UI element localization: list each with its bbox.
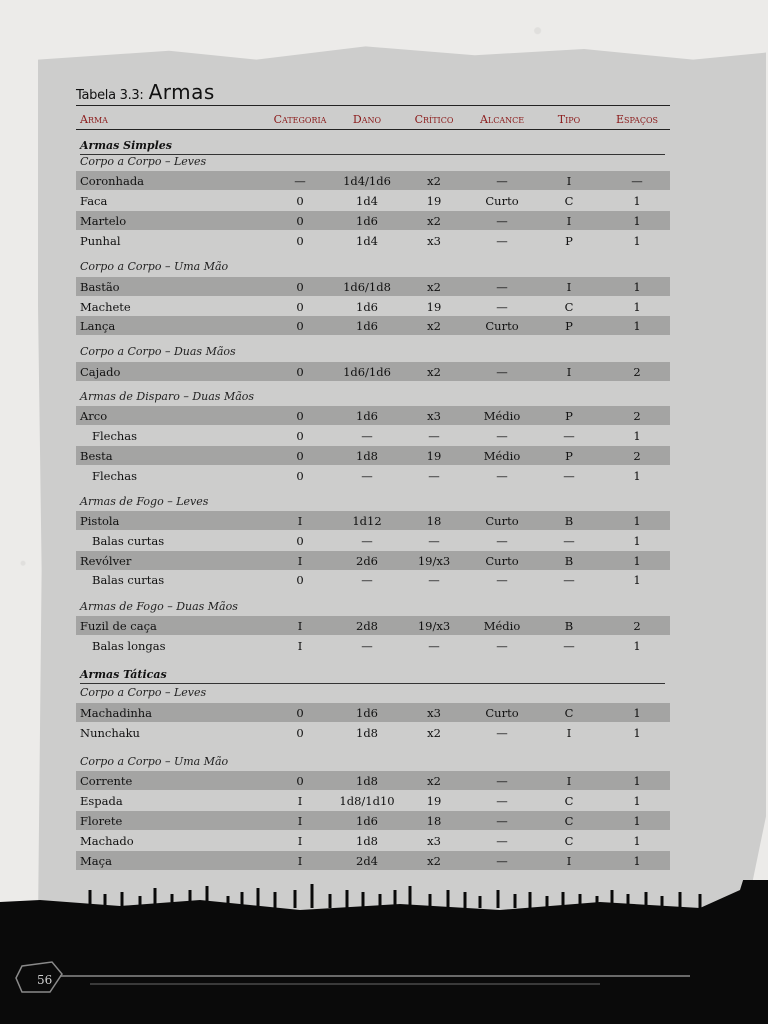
cell-crítico: x3 — [427, 706, 441, 720]
cell-crítico: x3 — [427, 834, 441, 848]
cell-dano: 2d8 — [356, 619, 378, 633]
weapon-name: Besta — [80, 449, 113, 463]
cell-espaços: 1 — [633, 726, 641, 740]
cell-alcance: — — [496, 726, 508, 740]
cell-espaços: 1 — [633, 429, 641, 443]
table-row — [76, 791, 670, 810]
cell-tipo: P — [565, 409, 573, 423]
cell-alcance: — — [496, 814, 508, 828]
cell-espaços: 1 — [633, 534, 641, 548]
cell-dano: 1d6/1d8 — [343, 280, 391, 294]
fence-silhouette — [0, 880, 768, 1024]
cell-espaços: 1 — [633, 514, 641, 528]
cell-espaços: 1 — [633, 573, 641, 587]
cell-espaços: 1 — [633, 194, 641, 208]
table-number: Tabela 3.3: — [76, 88, 144, 103]
cell-alcance: — — [496, 234, 508, 248]
weapon-name: Lança — [80, 319, 116, 333]
cell-crítico: 18 — [426, 514, 442, 528]
cell-categoria: 0 — [296, 300, 304, 314]
cell-dano: 1d8 — [356, 449, 378, 463]
table-row — [76, 723, 670, 742]
cell-tipo: C — [564, 300, 574, 314]
cell-alcance: Curto — [485, 319, 519, 333]
cell-categoria: 0 — [296, 469, 304, 483]
cell-crítico: — — [428, 573, 440, 587]
cell-categoria: 0 — [296, 726, 304, 740]
weapon-name: Arco — [80, 409, 108, 423]
table-row — [76, 446, 670, 465]
weapon-name: Flechas — [92, 469, 138, 483]
cell-crítico: x2 — [427, 774, 441, 788]
cell-crítico: x2 — [427, 280, 441, 294]
table-row — [76, 316, 670, 335]
cell-espaços: 2 — [633, 409, 641, 423]
cell-crítico: x3 — [427, 234, 441, 248]
table-name: Armas — [148, 80, 215, 104]
table-row — [76, 570, 670, 589]
cell-alcance: — — [496, 300, 508, 314]
table-row — [76, 531, 670, 550]
table-row — [76, 851, 670, 870]
weapon-name: Machete — [80, 300, 131, 314]
cell-alcance: — — [496, 174, 508, 188]
weapon-name: Coronhada — [80, 174, 145, 188]
weapon-name: Bastão — [80, 280, 120, 294]
table-title — [76, 80, 670, 106]
table-row — [76, 636, 670, 655]
weapon-name: Machado — [80, 834, 134, 848]
cell-alcance: — — [496, 573, 508, 587]
cell-alcance: Curto — [485, 194, 519, 208]
cell-tipo: B — [564, 619, 574, 633]
cell-alcance: — — [496, 429, 508, 443]
weapon-name: Revólver — [80, 554, 132, 568]
cell-dano: — — [361, 534, 373, 548]
cell-alcance: — — [496, 469, 508, 483]
cell-tipo: C — [564, 194, 574, 208]
cell-alcance: — — [496, 280, 508, 294]
cell-alcance: — — [496, 794, 508, 808]
cell-tipo: — — [563, 573, 575, 587]
cell-crítico: 19 — [426, 449, 442, 463]
cell-alcance: Curto — [485, 514, 519, 528]
cell-espaços: 1 — [633, 639, 641, 653]
cell-categoria: 0 — [296, 449, 304, 463]
table-row — [76, 831, 670, 850]
cell-tipo: P — [565, 449, 573, 463]
cell-tipo: C — [564, 794, 574, 808]
table-row — [76, 406, 670, 425]
subsection-heading: Corpo a Corpo – Uma Mão — [80, 755, 229, 768]
cell-categoria: 0 — [296, 429, 304, 443]
cell-tipo: P — [565, 319, 573, 333]
weapon-name: Martelo — [80, 214, 127, 228]
header-tipo: Tipo — [557, 113, 581, 126]
cell-crítico: 19 — [426, 794, 442, 808]
cell-dano: 1d8/1d10 — [339, 794, 395, 808]
cell-crítico: 19/x3 — [417, 554, 451, 568]
cell-alcance: — — [496, 639, 508, 653]
cell-espaços: — — [631, 174, 643, 188]
cell-crítico: 18 — [426, 814, 442, 828]
cell-espaços: 2 — [633, 449, 641, 463]
cell-tipo: — — [563, 429, 575, 443]
column-headers — [76, 111, 670, 130]
header-arma: Arma — [80, 113, 108, 126]
cell-crítico: x2 — [427, 854, 441, 868]
cell-tipo: C — [564, 834, 574, 848]
cell-categoria: 0 — [296, 774, 304, 788]
cell-tipo: I — [566, 774, 572, 788]
cell-tipo: — — [563, 469, 575, 483]
cell-categoria: 0 — [296, 409, 304, 423]
cell-espaços: 1 — [633, 280, 641, 294]
cell-tipo: I — [566, 280, 572, 294]
cell-dano: 1d4/1d6 — [343, 174, 391, 188]
cell-categoria: 0 — [296, 234, 304, 248]
cell-dano: 1d6 — [356, 214, 378, 228]
table-row — [76, 616, 670, 635]
cell-dano: 1d6 — [356, 814, 378, 828]
cell-espaços: 1 — [633, 554, 641, 568]
cell-categoria: 0 — [296, 194, 304, 208]
weapon-name: Fuzil de caça — [80, 619, 157, 633]
cell-categoria: I — [297, 854, 303, 868]
subsection-heading: Corpo a Corpo – Leves — [80, 155, 207, 168]
cell-crítico: 19/x3 — [417, 619, 451, 633]
cell-alcance: Médio — [483, 449, 521, 463]
cell-tipo: P — [565, 234, 573, 248]
section-heading: Armas Táticas — [80, 668, 665, 684]
cell-espaços: 2 — [633, 365, 641, 379]
cell-tipo: I — [566, 365, 572, 379]
cell-tipo: C — [564, 814, 574, 828]
cell-tipo: B — [564, 514, 574, 528]
cell-categoria: I — [297, 834, 303, 848]
cell-dano: 1d6 — [356, 409, 378, 423]
cell-espaços: 1 — [633, 319, 641, 333]
cell-espaços: 1 — [633, 300, 641, 314]
page-number: 56 — [37, 973, 53, 987]
cell-tipo: — — [563, 534, 575, 548]
cell-dano: 2d4 — [356, 854, 378, 868]
header-dano: Dano — [352, 113, 382, 126]
cell-dano: 1d8 — [356, 834, 378, 848]
table-row — [76, 191, 670, 210]
cell-crítico: x2 — [427, 319, 441, 333]
section-heading: Armas Simples — [80, 139, 665, 155]
cell-alcance: — — [496, 214, 508, 228]
weapon-name: Balas curtas — [92, 534, 165, 548]
cell-espaços: 2 — [633, 619, 641, 633]
cell-espaços: 1 — [633, 794, 641, 808]
cell-dano: 1d8 — [356, 726, 378, 740]
cell-dano: 1d4 — [356, 194, 378, 208]
cell-dano: — — [361, 469, 373, 483]
cell-dano: 1d8 — [356, 774, 378, 788]
cell-dano: — — [361, 573, 373, 587]
cell-categoria: I — [297, 794, 303, 808]
cell-categoria: 0 — [296, 534, 304, 548]
table-row — [76, 466, 670, 485]
weapon-name: Faca — [80, 194, 108, 208]
cell-categoria: 0 — [296, 214, 304, 228]
cell-crítico: — — [428, 639, 440, 653]
cell-dano: — — [361, 639, 373, 653]
cell-crítico: — — [428, 429, 440, 443]
cell-dano: 1d12 — [352, 514, 382, 528]
cell-espaços: 1 — [633, 706, 641, 720]
table-row — [76, 362, 670, 381]
cell-dano: 1d6 — [356, 319, 378, 333]
weapon-name: Cajado — [80, 365, 121, 379]
cell-alcance: Médio — [483, 409, 521, 423]
cell-espaços: 1 — [633, 214, 641, 228]
cell-crítico: x2 — [427, 365, 441, 379]
cell-dano: 1d6 — [356, 706, 378, 720]
cell-categoria: 0 — [296, 573, 304, 587]
cell-alcance: Curto — [485, 706, 519, 720]
cell-crítico: x2 — [427, 174, 441, 188]
cell-alcance: — — [496, 834, 508, 848]
cell-alcance: — — [496, 774, 508, 788]
weapon-name: Maça — [80, 854, 112, 868]
cell-categoria: I — [297, 514, 303, 528]
subsection-heading: Armas de Disparo – Duas Mãos — [80, 390, 255, 403]
cell-crítico: 19 — [426, 194, 442, 208]
subsection-heading: Armas de Fogo – Leves — [80, 495, 209, 508]
header-alcance: Alcance — [479, 113, 525, 126]
table-row — [76, 211, 670, 230]
subsection-heading: Armas de Fogo – Duas Mãos — [80, 600, 238, 613]
cell-categoria: I — [297, 619, 303, 633]
weapon-name: Florete — [80, 814, 123, 828]
cell-categoria: 0 — [296, 319, 304, 333]
header-categoria: Categoria — [273, 113, 327, 126]
table-row — [76, 551, 670, 570]
cell-espaços: 1 — [633, 234, 641, 248]
header-critico: Crítico — [414, 113, 454, 126]
cell-alcance: — — [496, 365, 508, 379]
table-row — [76, 297, 670, 316]
weapon-name: Espada — [80, 794, 123, 808]
cell-tipo: I — [566, 726, 572, 740]
cell-tipo: I — [566, 214, 572, 228]
cell-categoria: I — [297, 814, 303, 828]
weapon-name: Balas longas — [92, 639, 166, 653]
cell-alcance: Curto — [485, 554, 519, 568]
cell-tipo: B — [564, 554, 574, 568]
table-row — [76, 771, 670, 790]
cell-dano: 1d4 — [356, 234, 378, 248]
cell-crítico: x3 — [427, 409, 441, 423]
table-row — [76, 703, 670, 722]
cell-dano: — — [361, 429, 373, 443]
table-row — [76, 511, 670, 530]
cell-categoria: I — [297, 554, 303, 568]
weapon-name: Balas curtas — [92, 573, 165, 587]
subsection-heading: Corpo a Corpo – Uma Mão — [80, 260, 229, 273]
subsection-heading: Corpo a Corpo – Leves — [80, 686, 207, 699]
table-row — [76, 231, 670, 250]
cell-espaços: 1 — [633, 854, 641, 868]
weapon-name: Corrente — [80, 774, 133, 788]
cell-dano: 1d6 — [356, 300, 378, 314]
cell-crítico: x2 — [427, 726, 441, 740]
cell-espaços: 1 — [633, 814, 641, 828]
weapon-name: Punhal — [80, 234, 121, 248]
cell-tipo: — — [563, 639, 575, 653]
cell-crítico: 19 — [426, 300, 442, 314]
cell-alcance: Médio — [483, 619, 521, 633]
cell-espaços: 1 — [633, 774, 641, 788]
cell-tipo: I — [566, 174, 572, 188]
cell-categoria: 0 — [296, 706, 304, 720]
cell-espaços: 1 — [633, 469, 641, 483]
table-row — [76, 426, 670, 445]
cell-dano: 1d6/1d6 — [343, 365, 391, 379]
subsection-heading: Corpo a Corpo – Duas Mãos — [80, 345, 236, 358]
cell-categoria: I — [297, 639, 303, 653]
cell-crítico: — — [428, 469, 440, 483]
table-row — [76, 277, 670, 296]
cell-categoria: 0 — [296, 365, 304, 379]
weapon-name: Nunchaku — [80, 726, 140, 740]
cell-alcance: — — [496, 534, 508, 548]
cell-dano: 2d6 — [356, 554, 378, 568]
cell-tipo: I — [566, 854, 572, 868]
weapon-name: Pistola — [80, 514, 120, 528]
cell-alcance: — — [496, 854, 508, 868]
cell-espaços: 1 — [633, 834, 641, 848]
cell-crítico: — — [428, 534, 440, 548]
table-row — [76, 811, 670, 830]
weapon-name: Flechas — [92, 429, 138, 443]
weapon-name: Machadinha — [80, 706, 153, 720]
cell-crítico: x2 — [427, 214, 441, 228]
table-row — [76, 171, 670, 190]
header-espacos: Espaços — [615, 113, 659, 126]
cell-tipo: C — [564, 706, 574, 720]
cell-categoria: — — [294, 174, 306, 188]
cell-categoria: 0 — [296, 280, 304, 294]
